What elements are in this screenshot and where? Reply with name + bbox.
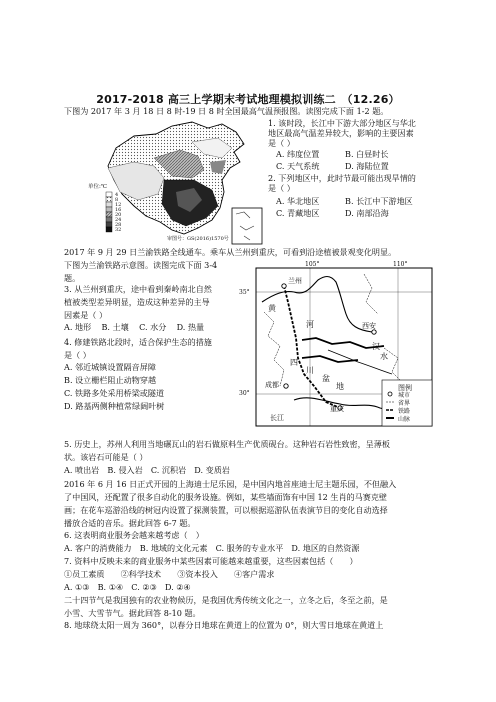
- legend-value: 4: [115, 192, 119, 198]
- intro-maps-1: 下图为 2017 年 3 月 18 日 8 时-19 日 8 时全国最高气温预报图。读图完成下面 1-2 题。: [64, 106, 389, 116]
- label-si: 四: [290, 358, 298, 367]
- q5-options[interactable]: A. 喷出岩 B. 侵入岩 C. 沉积岩 D. 变质岩: [64, 465, 230, 475]
- city-chengdu: [284, 384, 288, 388]
- question-1: 1. 该时段，长江中下游大部分地区与华北 地区最高气温差异较大，影响的主要因素 是（ ）: [268, 118, 416, 148]
- q1-option-a[interactable]: A. 纬度位置: [276, 149, 320, 159]
- legend-value: 8: [115, 197, 119, 203]
- label-lanzhou: 兰州: [288, 277, 302, 285]
- question-8: 8. 地球绕太阳一周为 360°，以春分日地球在黄道上的位置为 0°，则大雪日地球在黄道上: [64, 620, 384, 630]
- q4-option-c[interactable]: C. 铁路多处采用桥梁或隧道: [64, 388, 165, 398]
- legend-unit: ℃: [100, 184, 108, 190]
- intro-railway: 2017 年 9 月 29 日兰渝铁路全线通车。乘车从兰州到重庆，可看到沿途植被景观变化明显。 下图为兰渝铁路示意图。读图完成下面 3-4 题。: [64, 247, 397, 283]
- q4-option-d[interactable]: D. 路基两侧种植常绿阔叶树: [64, 401, 165, 411]
- label-pen: 盆: [322, 374, 330, 383]
- q3-option-c[interactable]: C. 水分: [139, 322, 167, 332]
- q1-option-c[interactable]: C. 天气系统: [276, 161, 320, 171]
- lat-30: 30°: [239, 390, 250, 397]
- label-xian: 西安: [362, 322, 376, 330]
- q4-option-b[interactable]: B. 设立栅栏阻止动物穿越: [64, 375, 157, 385]
- q6-options[interactable]: A. 客户的消费能力 B. 地域的文化元素 C. 服务的专业水平 D. 地区的自然资源: [64, 543, 360, 553]
- label-yangtze: 长江: [270, 414, 284, 422]
- q7-options[interactable]: A. ①③ B. ①④ C. ②③ D. ②④: [64, 582, 191, 592]
- q2-option-a[interactable]: A. 华北地区: [276, 196, 320, 206]
- q3-option-d[interactable]: D. 热量: [176, 322, 205, 332]
- city-lanzhou: [282, 284, 286, 288]
- legend-province-border: 省界: [398, 400, 411, 407]
- label-huang: 黄: [268, 304, 276, 313]
- lon-110: 110°: [393, 261, 408, 268]
- q3-options: [64, 322, 204, 332]
- label-han: 汉: [372, 342, 380, 351]
- lat-35: 35°: [239, 289, 250, 296]
- legend-value: 12: [115, 202, 122, 208]
- legend-title: 图例: [398, 384, 412, 392]
- legend-title: 单位: [88, 184, 100, 190]
- label-shui: 水: [380, 352, 388, 361]
- question-5: 5. 历史上，苏州人利用当地碾瓦山的岩石做原料生产优质砚台。这种岩石岩性致密，呈薄板 状。该岩石可能是（ ）: [64, 439, 390, 462]
- legend-value: 24: [115, 217, 122, 223]
- map-source: 审图号：GS(2016)1570号: [167, 236, 229, 242]
- question-6: 6. 这表明商业服务会越来越考虑（ ）: [64, 530, 204, 540]
- page-title: 2017-2018 高三上学期末考试地理模拟训练二 （12.26）: [96, 93, 400, 106]
- question-4: 4. 修建铁路北段时，适合保护生态的措施 是（ ）: [64, 337, 212, 360]
- q3-option-a[interactable]: A. 地形: [64, 322, 92, 332]
- legend-value: 20: [115, 212, 122, 218]
- legend-value: 28: [115, 222, 122, 228]
- legend-value: 32: [115, 227, 122, 233]
- intro-disney: 2016 年 6 月 16 日正式开园的上海迪士尼乐园，是中国内地首座迪士尼主题乐园，不但融入 了中国风，还配置了很多自动化的服务设施。例如，某些墙面饰有中国 12 生肖的马赛克壁 画；在花车巡游沿线的树冠内设置了探测装置，可以根据巡游队伍表演节目的变化自动选择 播放合适的音乐。据此回答 6-7 题。: [64, 479, 397, 528]
- label-he: 河: [306, 320, 314, 329]
- label-chengdu: 成都: [265, 381, 279, 389]
- q2-option-d[interactable]: D. 南部沿海: [345, 208, 389, 218]
- question-2: 2. 下列地区中，此时节最可能出现旱情的 是（ ）: [268, 173, 416, 193]
- label-chuan: 川: [306, 366, 314, 375]
- temperature-legend: [106, 192, 112, 232]
- q2-option-b[interactable]: B. 长江中下游地区: [345, 196, 413, 206]
- legend-mountain: 山脉: [398, 416, 411, 423]
- q4-option-a[interactable]: A. 邻近城镇设置隔音屏障: [64, 362, 156, 372]
- legend-city: 城市: [398, 392, 411, 399]
- question-7: 7. 资料中反映未来的商业服务中某些因素可能越来越重要，这些因素包括（ ）: [64, 556, 358, 566]
- question-3: 3. 从兰州到重庆，途中看到秦岭南北自然 植被类型差异明显，造成这种差异的主导 因素是（ ）: [64, 284, 212, 320]
- label-di: 地: [336, 382, 344, 391]
- intro-solar-terms: 二十四节气是我国独有的农业物候历，是我国优秀传统文化之一，立冬之后，冬至之前，是 小雪、大雪节气。据此回答 8-10 题。: [64, 595, 388, 618]
- legend-railway: 铁路: [398, 408, 411, 415]
- q3-option-b[interactable]: B. 土壤: [101, 322, 129, 332]
- q7-items: ①员工素质 ②科学技术 ③资本投入 ④客户需求: [64, 569, 275, 579]
- lon-105: 105°: [305, 261, 320, 268]
- label-chongqing: 重庆: [330, 405, 344, 413]
- q1-option-d[interactable]: D. 海陆位置: [345, 161, 389, 171]
- q1-option-b[interactable]: B. 白昼时长: [345, 149, 389, 159]
- legend-value: 16: [115, 207, 122, 213]
- q2-option-c[interactable]: C. 青藏地区: [276, 208, 320, 218]
